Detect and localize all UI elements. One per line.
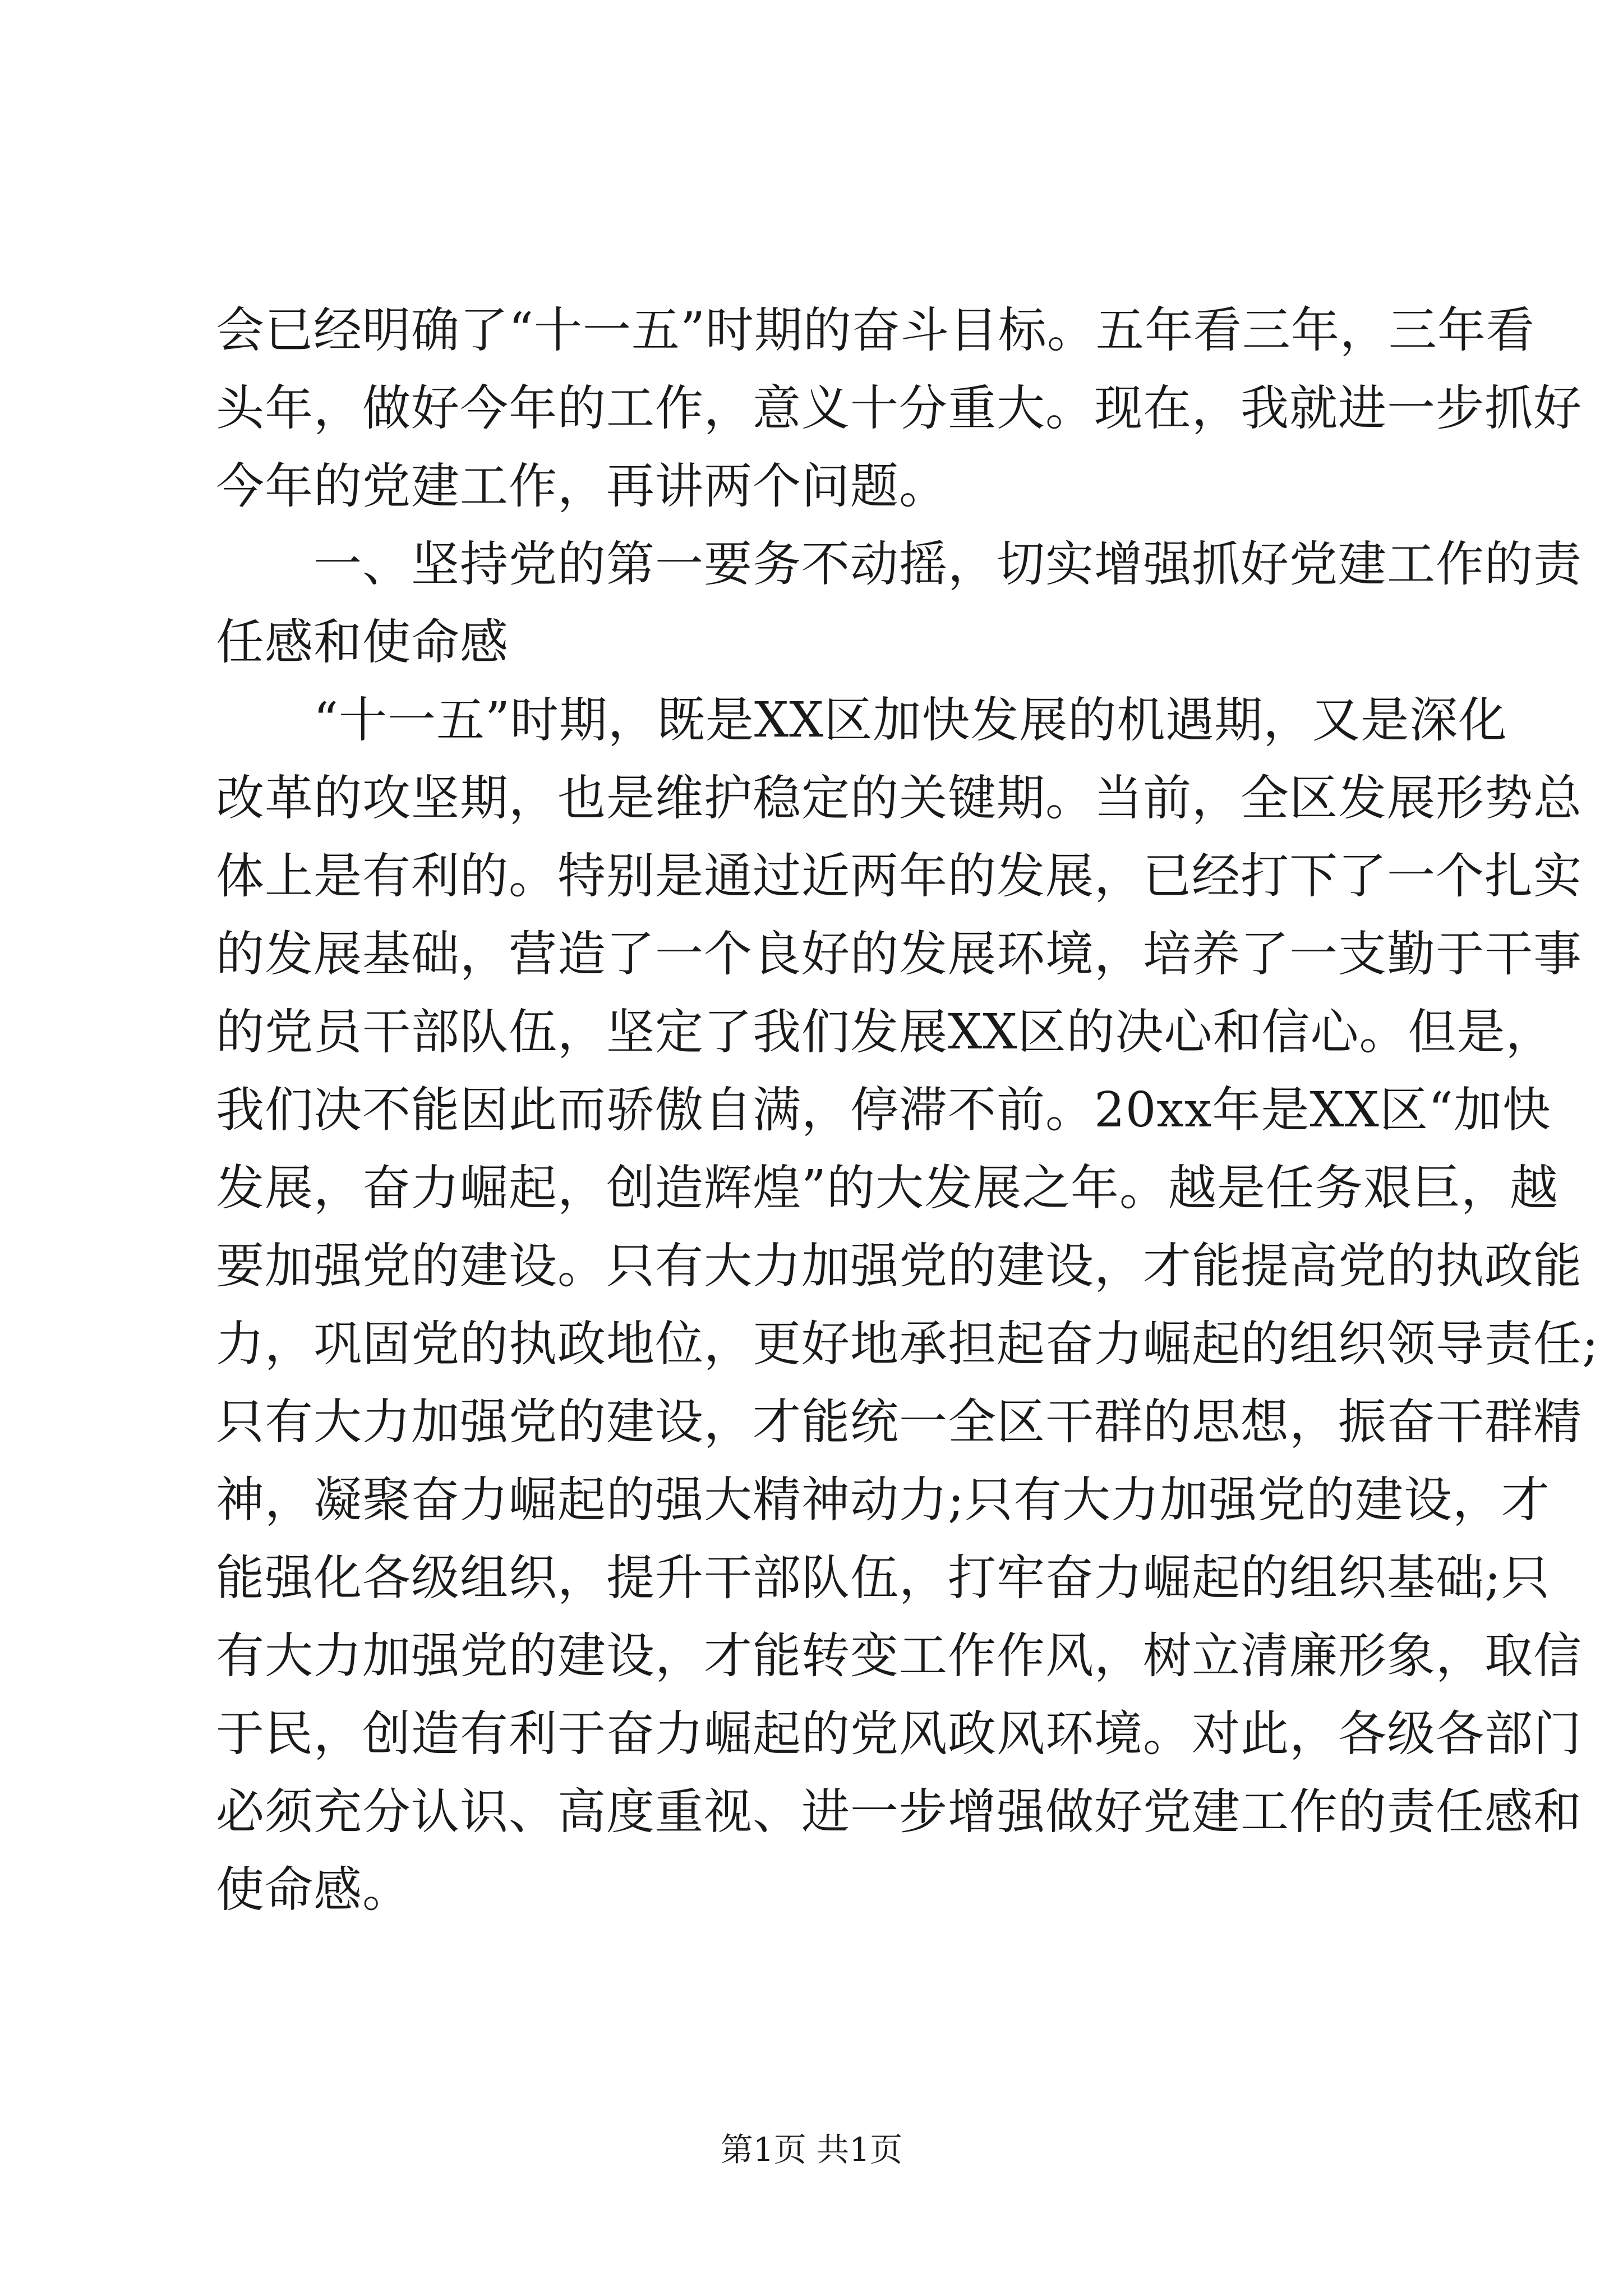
text-line: 今年的党建工作，再讲两个问题。 <box>216 458 948 514</box>
text-line: 要加强党的建设。只有大力加强党的建设，才能提高党的执政能 <box>216 1238 1582 1294</box>
document-body <box>216 292 1599 1929</box>
text-line: “十一五”时期，既是XX区加快发展的机遇期，又是深化 <box>216 692 1507 748</box>
text-line: 于民，创造有利于奋力崛起的党风政风环境。对此，各级各部门 <box>216 1706 1582 1762</box>
page-number-footer: 第1页 共1页 <box>720 2131 903 2169</box>
section-heading-line: 一、坚持党的第一要务不动摇，切实增强抓好党建工作的责 <box>216 536 1582 592</box>
text-line: 体上是有利的。特别是通过近两年的发展，已经打下了一个扎实 <box>216 848 1582 904</box>
text-line: 改革的攻坚期，也是维护稳定的关键期。当前，全区发展形势总 <box>216 770 1582 826</box>
text-line: 只有大力加强党的建设，才能统一全区干群的思想，振奋干群精 <box>216 1394 1582 1450</box>
text-line: 必须充分认识、高度重视、进一步增强做好党建工作的责任感和 <box>216 1784 1582 1840</box>
text-line: 头年，做好今年的工作，意义十分重大。现在，我就进一步抓好 <box>216 380 1582 436</box>
text-line: 的党员干部队伍，坚定了我们发展XX区的决心和信心。但是， <box>216 1004 1555 1060</box>
text-line: 我们决不能因此而骄傲自满，停滞不前。20xx年是XX区“加快 <box>216 1082 1551 1138</box>
text-line: 发展，奋力崛起，创造辉煌”的大发展之年。越是任务艰巨，越 <box>216 1160 1559 1216</box>
text-line: 使命感。 <box>216 1862 411 1918</box>
text-line: 力，巩固党的执政地位，更好地承担起奋力崛起的组织领导责任; <box>216 1316 1599 1372</box>
section-heading-line: 任感和使命感 <box>216 614 509 670</box>
text-line: 神，凝聚奋力崛起的强大精神动力;只有大力加强党的建设，才 <box>216 1472 1550 1528</box>
text-line: 会已经明确了“十一五”时期的奋斗目标。五年看三年，三年看 <box>216 302 1535 358</box>
text-line: 有大力加强党的建设，才能转变工作作风，树立清廉形象，取信 <box>216 1628 1582 1684</box>
text-line: 能强化各级组织，提升干部队伍，打牢奋力崛起的组织基础;只 <box>216 1550 1550 1606</box>
text-line: 的发展基础，营造了一个良好的发展环境，培养了一支勤于干事 <box>216 926 1582 982</box>
